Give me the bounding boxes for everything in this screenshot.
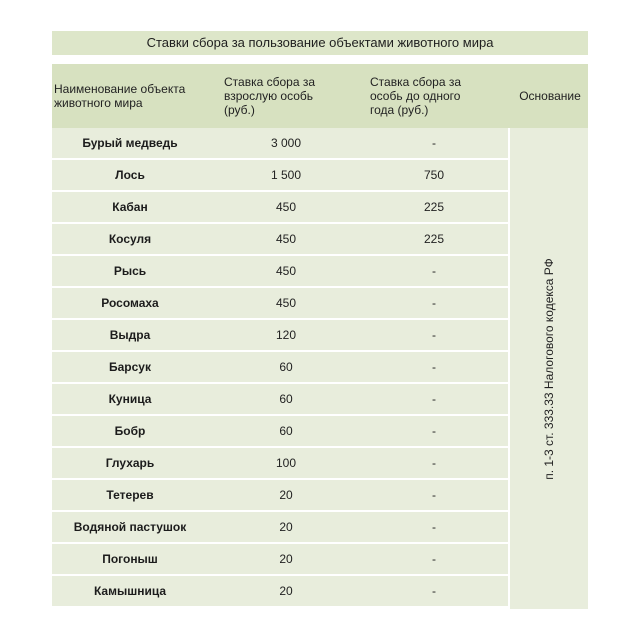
young-rate-cell: - bbox=[432, 552, 436, 566]
header-adult-rate bbox=[224, 64, 354, 128]
table-header-row bbox=[52, 64, 588, 128]
adult-rate-cell: 20 bbox=[279, 520, 293, 534]
young-rate-cell: - bbox=[432, 488, 436, 502]
animal-name-cell: Глухарь bbox=[105, 456, 155, 470]
young-rate-cell: - bbox=[432, 392, 436, 406]
table-row bbox=[52, 448, 508, 478]
table-row bbox=[52, 320, 508, 350]
adult-rate-cell: 450 bbox=[275, 264, 297, 278]
table-title: Ставки сбора за пользование объектами животного мира bbox=[52, 31, 588, 55]
animal-name-cell: Бурый медведь bbox=[82, 136, 178, 150]
young-rate-cell: - bbox=[432, 328, 436, 342]
animal-name-cell: Выдра bbox=[109, 328, 151, 342]
header-basis-text: Основание bbox=[519, 89, 581, 103]
adult-rate-cell: 20 bbox=[279, 584, 293, 598]
animal-name-cell: Кабан bbox=[112, 200, 148, 214]
animal-name-cell: Косуля bbox=[108, 232, 152, 246]
basis-text: п. 1-3 ст. 333.33 Налогового кодекса РФ bbox=[542, 257, 556, 480]
rates-table bbox=[52, 64, 588, 609]
adult-rate-cell: 450 bbox=[275, 232, 297, 246]
adult-rate-cell: 60 bbox=[279, 424, 293, 438]
animal-name-cell: Барсук bbox=[109, 360, 151, 374]
table-row bbox=[52, 192, 508, 222]
young-rate-cell: 750 bbox=[423, 168, 445, 182]
animal-name-cell: Бобр bbox=[114, 424, 146, 438]
header-young-rate-text: Ставка сбора за особь до одного года (руб.) bbox=[370, 75, 462, 117]
adult-rate-cell: 450 bbox=[275, 200, 297, 214]
animal-name-cell: Камышница bbox=[93, 584, 167, 598]
young-rate-cell: - bbox=[432, 456, 436, 470]
animal-name-cell: Тетерев bbox=[106, 488, 154, 502]
animal-name-cell: Погоныш bbox=[102, 552, 158, 566]
table-row bbox=[52, 288, 508, 318]
adult-rate-cell: 450 bbox=[275, 296, 297, 310]
young-rate-cell: 225 bbox=[423, 200, 445, 214]
animal-name-cell: Рысь bbox=[113, 264, 147, 278]
animal-name-cell: Росомаха bbox=[101, 296, 159, 310]
table-row bbox=[52, 224, 508, 254]
table-row bbox=[52, 544, 508, 574]
adult-rate-cell: 60 bbox=[279, 392, 293, 406]
young-rate-cell: - bbox=[432, 296, 436, 310]
adult-rate-cell: 20 bbox=[279, 552, 293, 566]
table-row bbox=[52, 576, 508, 606]
young-rate-cell: - bbox=[432, 424, 436, 438]
table-row bbox=[52, 480, 508, 510]
animal-name-cell: Водяной пастушок bbox=[73, 520, 187, 534]
adult-rate-cell: 120 bbox=[275, 328, 297, 342]
header-young-rate bbox=[370, 64, 510, 128]
adult-rate-cell: 1 500 bbox=[270, 168, 302, 182]
header-object-name-text: Наименование объекта животного мира bbox=[54, 82, 186, 110]
young-rate-cell: - bbox=[432, 136, 436, 150]
young-rate-cell: - bbox=[432, 360, 436, 374]
animal-name-cell: Куница bbox=[108, 392, 152, 406]
table-row bbox=[52, 128, 508, 158]
table-row bbox=[52, 416, 508, 446]
table-row bbox=[52, 256, 508, 286]
adult-rate-cell: 60 bbox=[279, 360, 293, 374]
table-row bbox=[52, 512, 508, 542]
young-rate-cell: - bbox=[432, 520, 436, 534]
animal-name-cell: Лось bbox=[115, 168, 145, 182]
table-row bbox=[52, 352, 508, 382]
adult-rate-cell: 3 000 bbox=[270, 136, 302, 150]
adult-rate-cell: 20 bbox=[279, 488, 293, 502]
basis-cell bbox=[510, 128, 588, 609]
table-body bbox=[52, 128, 508, 608]
young-rate-cell: - bbox=[432, 584, 436, 598]
header-basis bbox=[512, 64, 588, 128]
table-row bbox=[52, 384, 508, 414]
young-rate-cell: 225 bbox=[423, 232, 445, 246]
table-row bbox=[52, 160, 508, 190]
header-object-name bbox=[54, 64, 214, 128]
young-rate-cell: - bbox=[432, 264, 436, 278]
header-adult-rate-text: Ставка сбора за взрослую особь (руб.) bbox=[224, 75, 316, 117]
adult-rate-cell: 100 bbox=[275, 456, 297, 470]
